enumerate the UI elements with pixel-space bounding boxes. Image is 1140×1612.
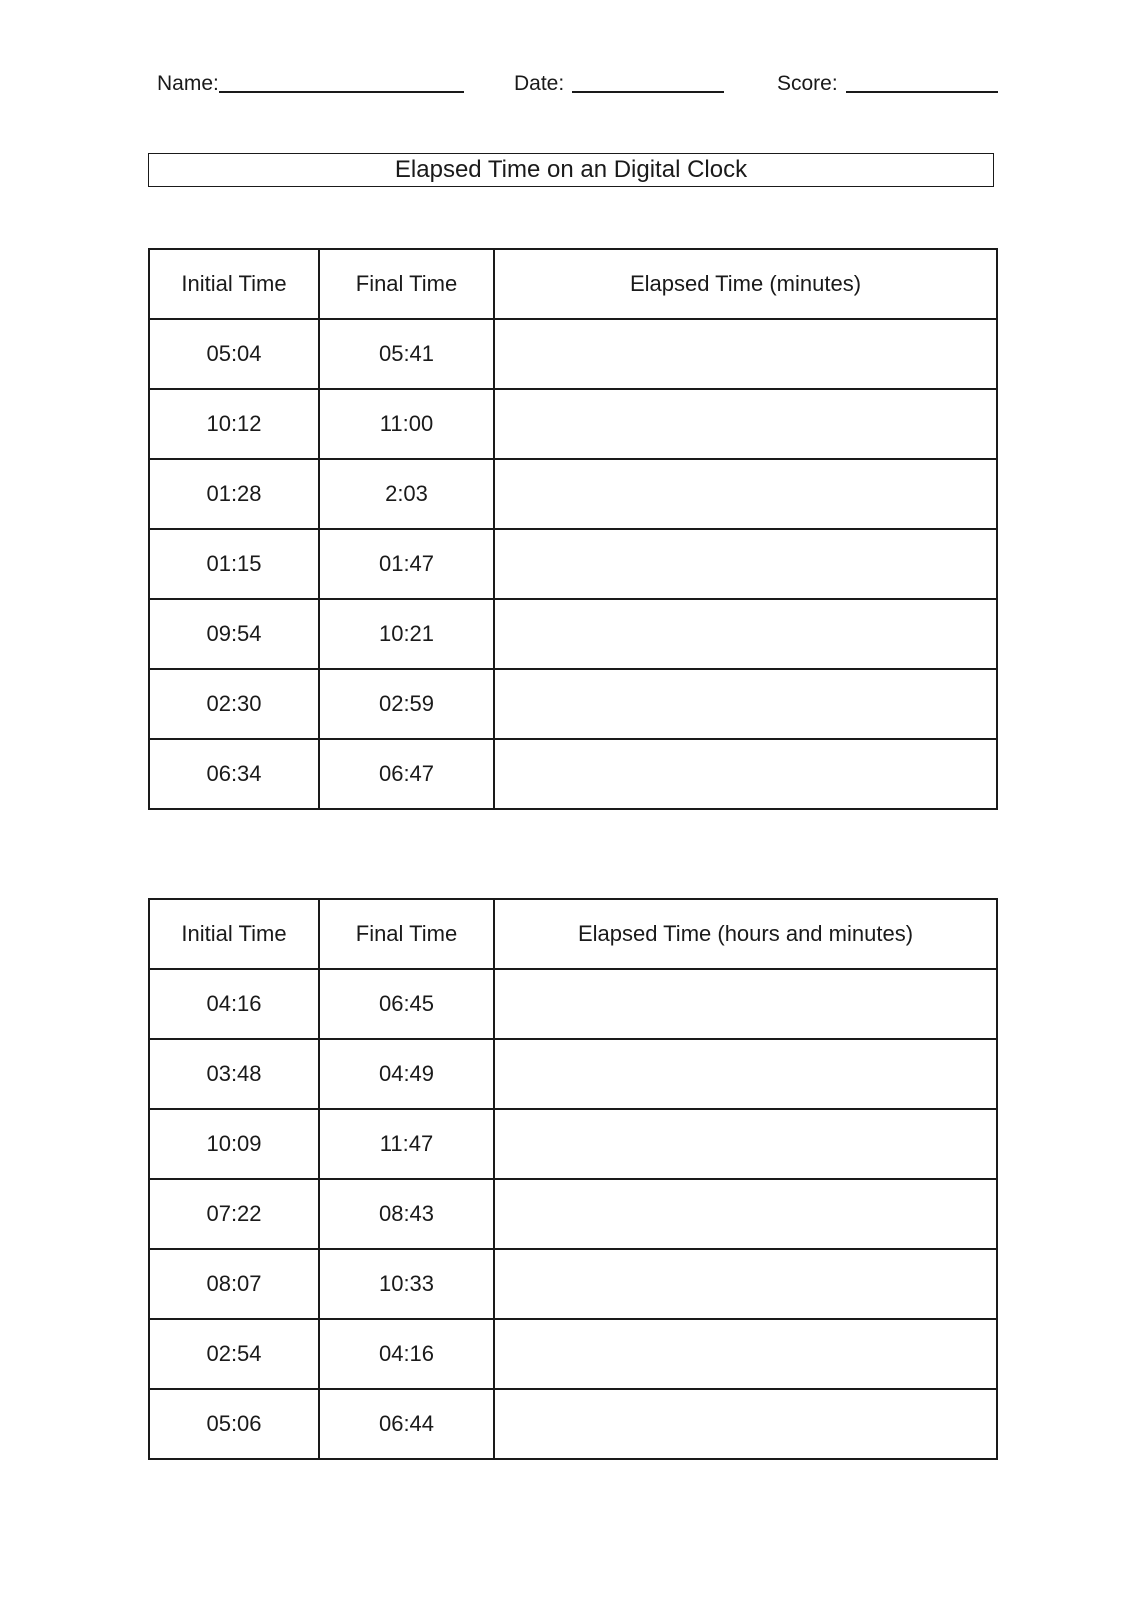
final-time-cell: 05:41: [319, 319, 494, 389]
final-time-cell: 04:49: [319, 1039, 494, 1109]
table-row: [149, 1389, 997, 1459]
table-row: [149, 969, 997, 1039]
elapsed-hours-table: [148, 898, 998, 1460]
final-time-cell: 01:47: [319, 529, 494, 599]
answer-cell[interactable]: [494, 319, 997, 389]
elapsed-minutes-table: [148, 248, 998, 810]
initial-time-cell: 05:04: [149, 319, 319, 389]
answer-cell[interactable]: [494, 1319, 997, 1389]
initial-time-cell: 05:06: [149, 1389, 319, 1459]
table-row: [149, 459, 997, 529]
table-row: [149, 669, 997, 739]
table-row: [149, 319, 997, 389]
table-header-row: [149, 249, 997, 319]
initial-time-cell: 02:30: [149, 669, 319, 739]
initial-time-cell: 04:16: [149, 969, 319, 1039]
final-time-cell: 2:03: [319, 459, 494, 529]
final-time-cell: 06:45: [319, 969, 494, 1039]
score-input-line[interactable]: [846, 69, 998, 93]
score-label: Score:: [777, 72, 838, 95]
column-header-initial: Initial Time: [149, 899, 319, 969]
table-row: [149, 1319, 997, 1389]
final-time-cell: 10:21: [319, 599, 494, 669]
initial-time-cell: 02:54: [149, 1319, 319, 1389]
final-time-cell: 06:47: [319, 739, 494, 809]
column-header-initial: Initial Time: [149, 249, 319, 319]
table-row: [149, 739, 997, 809]
final-time-cell: 08:43: [319, 1179, 494, 1249]
date-input-line[interactable]: [572, 69, 724, 93]
initial-time-cell: 10:12: [149, 389, 319, 459]
initial-time-cell: 08:07: [149, 1249, 319, 1319]
final-time-cell: 02:59: [319, 669, 494, 739]
answer-cell[interactable]: [494, 389, 997, 459]
table-row: [149, 599, 997, 669]
worksheet-title: Elapsed Time on an Digital Clock: [148, 153, 994, 187]
answer-cell[interactable]: [494, 669, 997, 739]
initial-time-cell: 01:28: [149, 459, 319, 529]
initial-time-cell: 10:09: [149, 1109, 319, 1179]
answer-cell[interactable]: [494, 1039, 997, 1109]
final-time-cell: 11:47: [319, 1109, 494, 1179]
final-time-cell: 04:16: [319, 1319, 494, 1389]
answer-cell[interactable]: [494, 599, 997, 669]
answer-cell[interactable]: [494, 1109, 997, 1179]
answer-cell[interactable]: [494, 459, 997, 529]
table-row: [149, 1109, 997, 1179]
table-row: [149, 1249, 997, 1319]
answer-cell[interactable]: [494, 529, 997, 599]
table-header-row: [149, 899, 997, 969]
column-header-final: Final Time: [319, 899, 494, 969]
table-row: [149, 1039, 997, 1109]
table-row: [149, 529, 997, 599]
answer-cell[interactable]: [494, 1179, 997, 1249]
name-input-line[interactable]: [219, 69, 464, 93]
initial-time-cell: 07:22: [149, 1179, 319, 1249]
table-row: [149, 1179, 997, 1249]
answer-cell[interactable]: [494, 969, 997, 1039]
initial-time-cell: 01:15: [149, 529, 319, 599]
column-header-elapsed: Elapsed Time (hours and minutes): [494, 899, 997, 969]
score-field: [777, 66, 998, 96]
date-field: [514, 66, 724, 96]
final-time-cell: 10:33: [319, 1249, 494, 1319]
final-time-cell: 06:44: [319, 1389, 494, 1459]
initial-time-cell: 03:48: [149, 1039, 319, 1109]
column-header-final: Final Time: [319, 249, 494, 319]
answer-cell[interactable]: [494, 1249, 997, 1319]
initial-time-cell: 09:54: [149, 599, 319, 669]
answer-cell[interactable]: [494, 1389, 997, 1459]
answer-cell[interactable]: [494, 739, 997, 809]
initial-time-cell: 06:34: [149, 739, 319, 809]
name-label: Name:: [157, 72, 219, 95]
date-label: Date:: [514, 72, 565, 95]
column-header-elapsed: Elapsed Time (minutes): [494, 249, 997, 319]
name-field: [157, 66, 464, 96]
final-time-cell: 11:00: [319, 389, 494, 459]
table-row: [149, 389, 997, 459]
